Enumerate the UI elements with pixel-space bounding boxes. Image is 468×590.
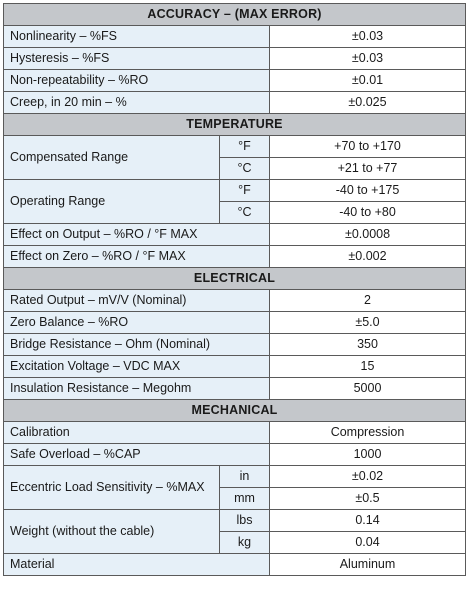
- safe-overload-value: 1000: [270, 444, 466, 466]
- row-value: +70 to +170: [270, 136, 466, 158]
- section-header-accuracy: [4, 4, 466, 26]
- row-value: 5000: [270, 378, 466, 400]
- table-row: [4, 312, 466, 334]
- section-title: ELECTRICAL: [4, 268, 466, 290]
- spec-table: [3, 3, 466, 576]
- material-value: Aluminum: [270, 554, 466, 576]
- row-value: ±0.03: [270, 26, 466, 48]
- row-value: 0.04: [270, 532, 466, 554]
- row-value: ±0.01: [270, 70, 466, 92]
- row-value: ±5.0: [270, 312, 466, 334]
- row-value: -40 to +80: [270, 202, 466, 224]
- row-label: Effect on Output – %RO / °F MAX: [4, 224, 270, 246]
- calibration-label: Calibration: [4, 422, 270, 444]
- eccentric-load-label: Eccentric Load Sensitivity – %MAX: [4, 466, 220, 510]
- table-row: [4, 26, 466, 48]
- row-value: ±0.03: [270, 48, 466, 70]
- row-label: Rated Output – mV/V (Nominal): [4, 290, 270, 312]
- row-label: Bridge Resistance – Ohm (Nominal): [4, 334, 270, 356]
- row-value: ±0.002: [270, 246, 466, 268]
- table-row: [4, 180, 466, 202]
- row-label: Hysteresis – %FS: [4, 48, 270, 70]
- table-row: [4, 246, 466, 268]
- table-row: [4, 554, 466, 576]
- row-value: 350: [270, 334, 466, 356]
- row-value: ±0.02: [270, 466, 466, 488]
- row-value: ±0.025: [270, 92, 466, 114]
- compensated-range-label: Compensated Range: [4, 136, 220, 180]
- table-row: [4, 92, 466, 114]
- calibration-value: Compression: [270, 422, 466, 444]
- row-label: Nonlinearity – %FS: [4, 26, 270, 48]
- section-header-electrical: [4, 268, 466, 290]
- section-header-temperature: [4, 114, 466, 136]
- row-value: 2: [270, 290, 466, 312]
- table-row: [4, 290, 466, 312]
- table-row: [4, 356, 466, 378]
- row-value: 0.14: [270, 510, 466, 532]
- table-row: [4, 422, 466, 444]
- unit-celsius: °C: [220, 158, 270, 180]
- row-value: -40 to +175: [270, 180, 466, 202]
- unit-fahrenheit: °F: [220, 180, 270, 202]
- operating-range-label: Operating Range: [4, 180, 220, 224]
- unit-celsius: °C: [220, 202, 270, 224]
- table-row: [4, 466, 466, 488]
- row-label: Effect on Zero – %RO / °F MAX: [4, 246, 270, 268]
- table-row: [4, 224, 466, 246]
- table-row: [4, 378, 466, 400]
- section-title: TEMPERATURE: [4, 114, 466, 136]
- section-title: ACCURACY – (MAX ERROR): [4, 4, 466, 26]
- table-row: [4, 48, 466, 70]
- row-label: Non-repeatability – %RO: [4, 70, 270, 92]
- table-row: [4, 136, 466, 158]
- unit-kilograms: kg: [220, 532, 270, 554]
- unit-millimeter: mm: [220, 488, 270, 510]
- row-value: +21 to +77: [270, 158, 466, 180]
- row-value: 15: [270, 356, 466, 378]
- row-label: Zero Balance – %RO: [4, 312, 270, 334]
- material-label: Material: [4, 554, 270, 576]
- unit-pounds: lbs: [220, 510, 270, 532]
- row-label: Insulation Resistance – Megohm: [4, 378, 270, 400]
- table-row: [4, 334, 466, 356]
- table-row: [4, 70, 466, 92]
- row-value: ±0.0008: [270, 224, 466, 246]
- row-label: Excitation Voltage – VDC MAX: [4, 356, 270, 378]
- weight-label: Weight (without the cable): [4, 510, 220, 554]
- unit-inch: in: [220, 466, 270, 488]
- row-label: Creep, in 20 min – %: [4, 92, 270, 114]
- row-value: ±0.5: [270, 488, 466, 510]
- safe-overload-label: Safe Overload – %CAP: [4, 444, 270, 466]
- section-title: MECHANICAL: [4, 400, 466, 422]
- section-header-mechanical: [4, 400, 466, 422]
- unit-fahrenheit: °F: [220, 136, 270, 158]
- table-row: [4, 444, 466, 466]
- table-row: [4, 510, 466, 532]
